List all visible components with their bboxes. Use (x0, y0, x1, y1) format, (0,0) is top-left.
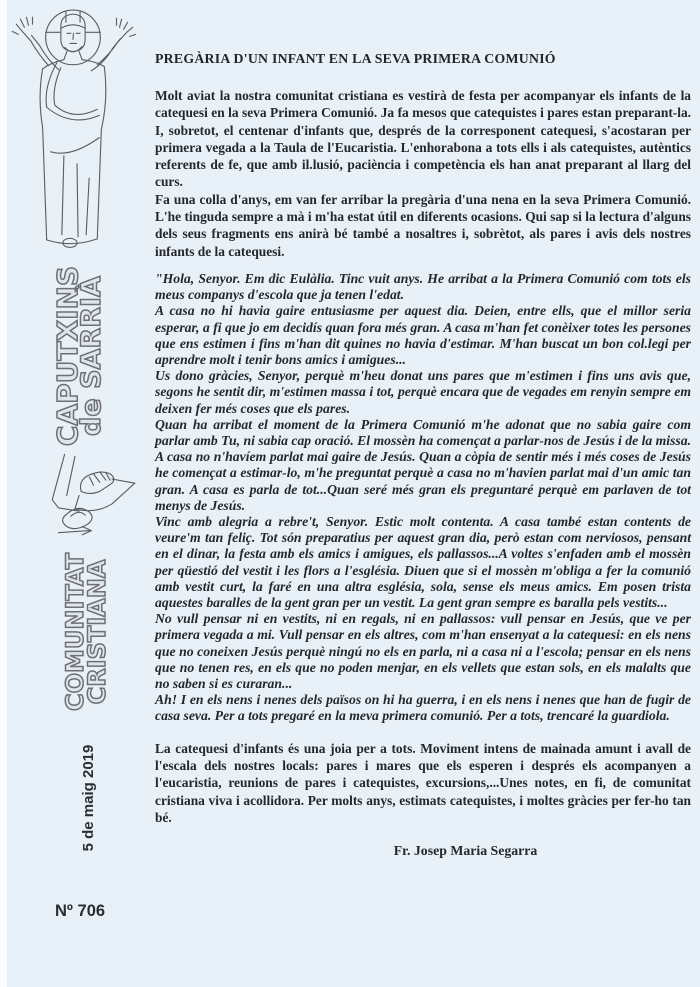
edition-date: 5 de maig 2019 (79, 744, 97, 852)
intro-paragraph: Molt aviat la nostra comunitat cristiana es vestirà de festa per acompanyar els infants de la catequesi en la seva Primera Comunió. Ja fa mesos que catequistes i pares estan preparant-la. I, sobretot, el centenar d'infants que, després de la corresponent catequesi, s'acostaran per primera vegada a la Taula de l'Eucaristia. L'enhorabona a tots ells i als catequistes, autèntics referents de fe, que amb il.lusió, paciència i competència els han anat preparant al llarg del curs. (155, 88, 691, 190)
risen-christ-line-drawing-icon (8, 4, 140, 252)
logo-comunitat-cristiana (50, 546, 122, 718)
author-signature: Fr. Josep Maria Segarra (393, 843, 538, 859)
quote-paragraph: No vull pensar ni en vestits, ni en regals, ni en pallassos: vull pensar en Jesús, que ve per primera vegada a mi. Vull pensar en els altres, com m'han ensenyat a la catequesi: en els nens que no coneixen Jesús perquè ningú no els en parla, ni a casa ni a l'escola; pensar en els nens que no tenen res, en els que no poden menjar, en els vellets que estan sols, en els malalts que no saben si es curaran... (155, 611, 691, 692)
logo-comunitat-line2: CRISTIANA (83, 559, 111, 705)
article (155, 51, 691, 859)
logo-caputxins-de-sarria (39, 262, 121, 450)
scan-left-edge (0, 0, 7, 987)
logo-caputxins-line1: CAPUTXINS (50, 265, 84, 447)
prayer-quote-block (155, 271, 691, 725)
quote-paragraph: Ah! I en els nens i nenes dels països on hi ha guerra, i en els nens i nenes que han de fugir de casa seva. Per a tots pregaré en la meva primera comunió. Per a tots, trencaré la guardiola. (155, 692, 691, 724)
intro-paragraph: Fa una colla d'anys, em van fer arribar la pregària d'una nena en la seva Primera Comunió. L'he tinguda sempre a mà i m'ha estat útil en diferents ocasions. Qui sap si la lectura d'alguns dels seus fragments ens anirà bé també a nosaltres i, sobrètot, als pares i avis dels nostres infants de la catequesi. (155, 191, 691, 259)
quote-paragraph: A casa no hi havia gaire entusiasme per aquest dia. Deien, entre ells, que el millor seria esperar, a fi que jo em decidís quan fora més gran. A casa m'han fet conèixer totes les persones que ens estimen i fins m'han dit quines no havia d'estimar. M'han buscat un bon col.legi per aprendre molt i tenir bons amics i amigues... (155, 303, 691, 367)
logo-caputxins-line2: de SARRIÀ (76, 276, 108, 436)
issue-number: Nº 706 (55, 902, 106, 920)
logo-comunitat-line1: COMUNITAT (60, 553, 89, 711)
article-title: PREGÀRIA D'UN INFANT EN LA SEVA PRIMERA COMUNIÓ (155, 51, 556, 66)
communion-hands-line-drawing-icon (44, 450, 142, 538)
quote-paragraph: Us dono gràcies, Senyor, perquè m'heu donat uns pares que m'estimen i fins uns avis que, segons he sentit dir, m'estimen massa i tot, perquè encara que de vegades em renyin sempre em deixen fer més coses que els pares. (155, 368, 691, 416)
quote-paragraph: "Hola, Senyor. Em dic Eulàlia. Tinc vuit anys. He arribat a la Primera Comunió com tots els meus companys d'escola que ja tenen l'edat. (155, 270, 691, 303)
closing-paragraph: La catequesi d'infants és una joia per a tots. Moviment intens de mainada amunt i avall de l'escala dels nostres locals: pares i mares que els esperen i després els acompanyen a l'eucaristia, reunions de pares i catequistes, excursions,...Unes notes, en fi, de comunitat cristiana viva i acollidora. Per molts anys, estimats catequistes, i moltes gràcies per fer-ho tan bé. (155, 740, 691, 825)
quote-paragraph: Quan ha arribat el moment de la Primera Comunió m'he adonat que no sabia gaire com parlar amb Tu, ni sabia cap oració. El mossèn ha començat a parlar-nos de Jesús i de la missa. A casa no n'havíem parlat mai gaire de Jesús. Quan a còpia de sentir més i més coses de Jesús he començat a estimar-lo, m'he preguntat perquè a casa no m'havien parlat mai d'un amic tan gran. A casa es parla de tot...Quan seré més gran els preguntaré perquè em parlaven de tot menys de Jesús. (155, 416, 692, 513)
quote-paragraph: Vinc amb alegria a rebre't, Senyor. Estic molt contenta. A casa també estan contents de veure'm tan feliç. Tot són preparatius per aquest gran dia, però estan com nerviosos, pensant en el dinar, la festa amb els amics i amigues, els pallassos...A voltes s'enfaden amb el mossèn per qüestió del vestit i les flors a l'església. Diuen que si el mossèn m'obliga a fer la comunió amb vestit curt, la faré en una altra església, sola, sense els meus amics. Em posen trista aquestes baralles de la gent gran per un vestit. La gent gran sempre es baralla pels vestits... (155, 514, 691, 611)
